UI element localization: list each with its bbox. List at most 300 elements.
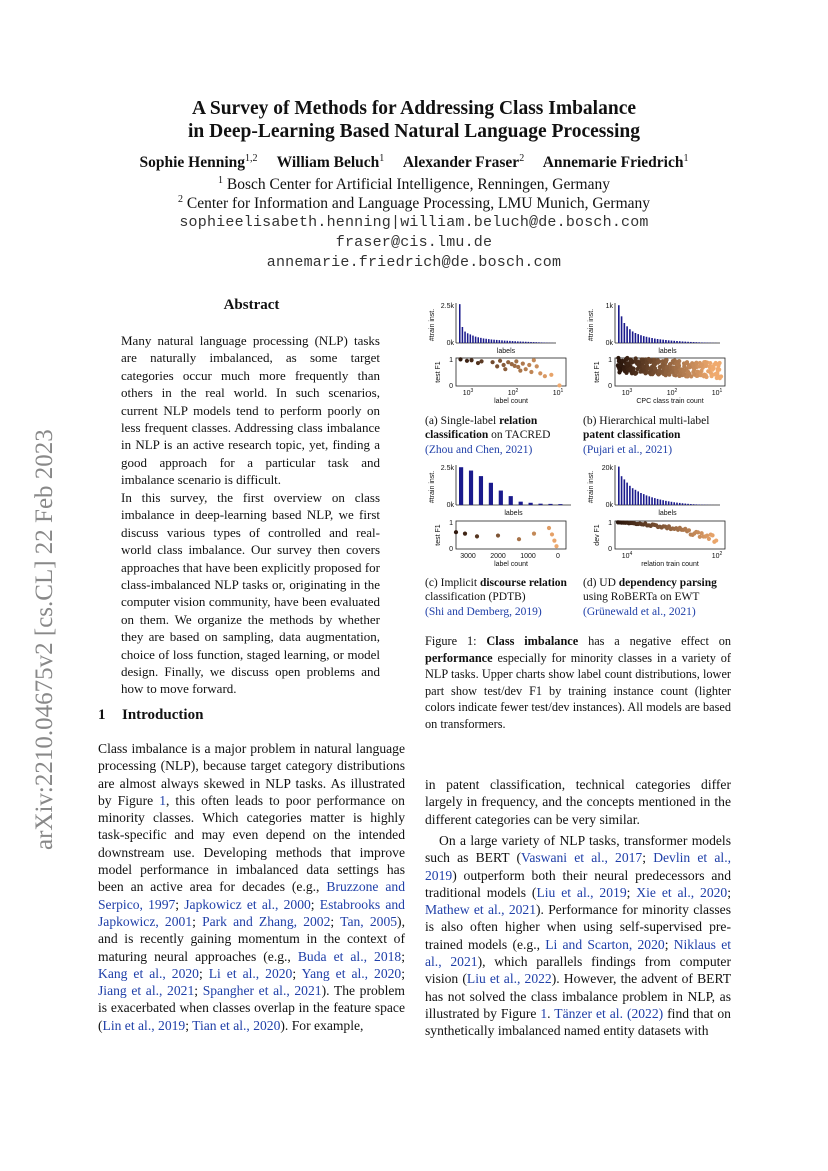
bar: [657, 339, 659, 343]
y-axis-label: #train inst.: [429, 308, 436, 342]
data-point: [490, 360, 494, 364]
data-point: [617, 370, 621, 374]
affiliation-2: $^2$ Center for Information and Language Processing, LMU Munich, Germany: [177, 194, 651, 213]
data-point: [532, 358, 536, 362]
data-point: [670, 370, 674, 374]
text-run: ;: [401, 948, 406, 964]
text-run: ;: [401, 965, 405, 981]
data-point: [718, 361, 722, 365]
bar: [459, 304, 461, 343]
data-point: [637, 362, 641, 366]
text-run: ;: [292, 965, 302, 981]
x-tick-label: $10^4$: [621, 551, 633, 560]
data-point: [535, 364, 539, 368]
bar: [654, 339, 656, 343]
bar: [657, 499, 659, 505]
bar: [687, 504, 689, 505]
bar: [643, 494, 645, 505]
bar: [660, 339, 662, 343]
bar: [662, 500, 664, 505]
text-run: ), which parallels findings from computer vision (: [425, 954, 731, 987]
citation-link[interactable]: Mathew et al., 2021: [425, 902, 537, 918]
bar: [701, 342, 703, 343]
text-run: ;: [626, 884, 637, 900]
text-run: ;: [330, 913, 341, 929]
text-run: ) outperform both their neural predecessors and traditional models (: [425, 867, 731, 900]
text-run: find that on synthetically imbalanced named entity datasets with: [425, 1005, 731, 1039]
y-axis-label: dev F1: [594, 524, 601, 546]
title-line-1: A Survey of Methods for Addressing Class Imbalance: [191, 98, 637, 119]
bar: [624, 323, 626, 343]
y-tick-label: 1: [608, 520, 612, 527]
bar: [493, 340, 495, 343]
x-tick-label: $10^1$: [552, 388, 564, 397]
bar: [632, 488, 634, 505]
data-point: [454, 530, 458, 534]
data-point: [707, 537, 711, 541]
text-run: ). However, the advent of BERT has not solved the class imbalance problem in NLP, as illustrated by Figure: [425, 971, 732, 1021]
bar: [470, 334, 472, 343]
data-point: [502, 363, 506, 367]
author-1: Sophie Henning$^{1,2}$: [139, 153, 258, 172]
data-point: [661, 359, 665, 363]
bar: [696, 504, 698, 505]
text-run: ;: [664, 936, 674, 952]
subcaption-c: (c) Implicit discourse relation classification (PDTB) (Shi and Demberg, 2019): [425, 577, 567, 618]
bar: [512, 341, 514, 343]
y-tick-label: 2.5k: [440, 303, 454, 310]
intro-paragraph-1: [98, 740, 405, 1034]
text-run: ). The problem is exacerbated when classes overlap in the feature space (: [98, 983, 405, 1033]
y-tick-label: 0: [449, 546, 453, 553]
bar: [643, 336, 645, 343]
citation-link[interactable]: 1: [159, 792, 166, 808]
data-point: [664, 373, 668, 377]
bar: [467, 333, 469, 343]
data-point: [717, 375, 721, 379]
citation-link[interactable]: Niklaus et al., 2021: [425, 936, 732, 970]
plot-frame: [456, 358, 566, 386]
data-point: [514, 359, 518, 363]
bar: [640, 335, 642, 343]
bar: [475, 337, 477, 343]
citation-link[interactable]: Bruzzone and Serpico, 1997: [98, 879, 405, 912]
bar: [528, 342, 530, 343]
bar: [648, 496, 650, 505]
bar: [509, 341, 511, 343]
y-tick-label: 0k: [446, 502, 454, 509]
bar: [646, 495, 648, 505]
text-run: ;: [194, 983, 203, 999]
y-axis-label: #train inst.: [588, 308, 595, 342]
y-axis-label: #train inst.: [429, 470, 436, 504]
text-run: ). Performance for minority classes is also often higher when using self-supervised pre-trained models (e.g.,: [425, 902, 731, 952]
bar: [651, 338, 653, 343]
data-point: [696, 530, 700, 534]
data-point: [550, 532, 554, 536]
text-run: ;: [198, 965, 209, 981]
data-point: [687, 365, 691, 369]
bar: [676, 341, 678, 343]
abstract-heading: Abstract: [223, 297, 280, 313]
citation-link[interactable]: Kang et al., 2020: [98, 965, 199, 981]
y-tick-label: 1: [608, 357, 612, 364]
bar: [632, 331, 634, 343]
y-axis-label: test F1: [435, 524, 442, 546]
data-point: [653, 366, 657, 370]
data-point: [517, 537, 521, 541]
data-point: [706, 369, 710, 373]
data-point: [628, 368, 632, 372]
bar: [698, 342, 700, 343]
y-axis-label: #train inst.: [588, 470, 595, 504]
data-point: [498, 359, 502, 363]
x-tick-label: 0: [556, 553, 560, 560]
citation-link[interactable]: Tan, 2005: [340, 913, 398, 929]
bar: [679, 341, 681, 343]
y-tick-label: 20k: [601, 465, 613, 472]
bar: [472, 336, 474, 343]
data-point: [676, 362, 680, 366]
data-point: [469, 358, 473, 362]
x-axis-label: labels: [504, 510, 523, 517]
x-tick-label: $10^1$: [711, 388, 723, 397]
data-point: [616, 356, 620, 360]
bar: [491, 339, 493, 343]
citation-link[interactable]: (Shi and Demberg, 2019): [425, 605, 542, 618]
bar: [509, 496, 513, 505]
text-run: ), and is recently gaining momentum in the context of maturing neural approaches (e.g.,: [98, 913, 405, 964]
x-axis-label: labels: [658, 348, 677, 355]
bar: [483, 338, 485, 343]
citation-link[interactable]: Yang et al., 2020: [301, 965, 402, 981]
y-tick-label: 0k: [446, 340, 454, 347]
bar: [654, 498, 656, 505]
citation-link[interactable]: Xie et al., 2020: [636, 884, 728, 900]
data-point: [516, 365, 520, 369]
bar: [690, 504, 692, 505]
bar: [682, 341, 684, 343]
text-run: ;: [642, 850, 654, 866]
data-point: [702, 374, 706, 378]
citation-link[interactable]: 1: [540, 1005, 548, 1021]
bar: [668, 501, 670, 505]
bar: [517, 341, 519, 343]
data-point: [646, 370, 650, 374]
x-axis-label: relation train count: [641, 561, 699, 568]
data-point: [506, 360, 510, 364]
citation-link[interactable]: Liu et al., 2022: [466, 971, 552, 987]
bar: [501, 340, 503, 343]
citation-link[interactable]: Jiang et al., 2021: [98, 983, 195, 999]
x-axis-label: labels: [496, 348, 516, 355]
bar: [673, 502, 675, 505]
intro-paragraph-right-1: in patent classification, technical categories differ largely in frequency, and the concepts mentioned in the different categories can be very similar.: [425, 777, 731, 827]
arxiv-stamp: [20, 370, 60, 870]
bar: [479, 476, 483, 505]
bar: [646, 337, 648, 343]
citation-link[interactable]: Buda et al., 2018: [297, 948, 402, 964]
x-tick-label: $10^2$: [666, 388, 678, 397]
data-point: [674, 366, 678, 370]
citation-link[interactable]: Devlin et al., 2019: [425, 850, 731, 883]
bar: [693, 342, 695, 343]
x-tick-label: 3000: [460, 553, 476, 560]
citation-link[interactable]: Lin et al., 2019: [102, 1017, 186, 1033]
data-point: [475, 534, 479, 538]
bar: [462, 327, 464, 343]
citation-link[interactable]: Park and Zhang, 2002: [202, 913, 331, 929]
bar: [538, 504, 542, 505]
data-point: [547, 526, 551, 530]
data-point: [640, 357, 644, 361]
data-point: [710, 365, 714, 369]
data-point: [458, 357, 462, 361]
y-tick-label: 0: [449, 383, 453, 390]
paper-title: [100, 97, 728, 143]
y-axis-label: test F1: [435, 361, 442, 383]
data-point: [710, 533, 714, 537]
subcaption-d: (d) UD dependency parsing using RoBERTa on EWT (Grünewald et al., 2021): [583, 577, 717, 618]
bar: [640, 493, 642, 505]
citation-link[interactable]: (Zhou and Chen, 2021): [425, 443, 533, 456]
data-point: [549, 373, 553, 377]
bar: [541, 342, 543, 343]
data-point: [657, 369, 661, 373]
bar: [673, 341, 675, 343]
data-point: [677, 374, 681, 378]
bar: [538, 342, 540, 343]
email-1[interactable]: sophieelisabeth.henning|william.beluch@de.bosch.com: [179, 214, 649, 231]
citation-link[interactable]: (Pujari et al., 2021): [583, 443, 673, 456]
data-point: [479, 359, 483, 363]
data-point: [653, 362, 657, 366]
intro-paragraph-right-2: [425, 832, 731, 1040]
data-point: [698, 535, 702, 539]
data-point: [714, 538, 718, 542]
author-list: [60, 153, 768, 172]
bar: [536, 342, 538, 343]
y-tick-label: 0: [608, 383, 612, 390]
x-axis-label: label count: [494, 561, 528, 568]
bar: [635, 333, 637, 343]
data-point: [463, 532, 467, 536]
bar: [499, 340, 501, 343]
bar: [621, 316, 623, 343]
bar: [618, 467, 620, 505]
data-point: [665, 365, 669, 369]
text-run: , this often leads to poor performance on minority classes. Which categories matter is highly task-specific and may even depend on the intended downstream use. Developing methods that improve model performance in imbalanced data settings has been an active area for decades (e.g.,: [98, 792, 405, 895]
bar: [522, 342, 524, 343]
bar: [660, 500, 662, 505]
bar: [687, 342, 689, 343]
data-point: [658, 365, 662, 369]
bar: [637, 334, 639, 343]
data-point: [687, 528, 691, 532]
bar: [671, 502, 673, 505]
citation-link[interactable]: Vaswani et al., 2017: [521, 850, 643, 866]
x-axis-label: labels: [658, 510, 677, 517]
bar: [504, 341, 506, 343]
x-tick-label: $10^2$: [711, 551, 723, 560]
bar: [690, 342, 692, 343]
arxiv-stamp-text: arXiv:2210.04675v2 [cs.CL] 22 Feb 2023: [31, 429, 58, 850]
citation-link[interactable]: (Grünewald et al., 2021): [583, 605, 696, 618]
citation-link[interactable]: Li and Scarton, 2020: [545, 936, 665, 952]
bar: [696, 342, 698, 343]
bar: [662, 340, 664, 343]
data-point: [554, 544, 558, 548]
author-3: Alexander Fraser$^2$: [402, 153, 525, 172]
email-2[interactable]: fraser@cis.lmu.de: [335, 234, 493, 251]
bar: [488, 339, 490, 343]
bar: [514, 341, 516, 343]
text-run: ;: [192, 913, 203, 929]
citation-link[interactable]: Li et al., 2020: [208, 965, 293, 981]
bar: [679, 503, 681, 505]
data-point: [700, 363, 704, 367]
bar: [459, 467, 463, 505]
bar: [648, 337, 650, 343]
data-point: [685, 374, 689, 378]
data-point: [527, 363, 531, 367]
bar: [626, 483, 628, 505]
data-point: [513, 364, 517, 368]
data-point: [691, 364, 695, 368]
bar: [621, 476, 623, 505]
data-point: [503, 367, 507, 371]
bar: [525, 342, 527, 343]
text-run: ;: [727, 884, 731, 900]
bar: [637, 491, 639, 505]
x-axis-label: label count: [494, 398, 528, 405]
y-tick-label: 1: [449, 520, 453, 527]
bar: [548, 504, 552, 505]
bar: [685, 342, 687, 343]
subcaption-b: (b) Hierarchical multi-label patent classification (Pujari et al., 2021): [583, 415, 710, 456]
subcaption-a: (a) Single-label relation classification on TACRED (Zhou and Chen, 2021): [425, 415, 551, 456]
bar: [489, 483, 493, 505]
plot-frame: [456, 521, 566, 549]
bar: [519, 502, 523, 505]
bar: [626, 326, 628, 343]
data-point: [651, 371, 655, 375]
data-point: [532, 532, 536, 536]
y-tick-label: 0k: [605, 340, 613, 347]
bar: [629, 329, 631, 343]
data-point: [496, 533, 500, 537]
data-point: [682, 372, 686, 376]
data-point: [695, 369, 699, 373]
citation-link[interactable]: Estabrooks and Japkowicz, 2001: [98, 896, 405, 929]
data-point: [682, 368, 686, 372]
bar: [685, 504, 687, 505]
data-point: [638, 370, 642, 374]
section-heading-introduction: 1 Introduction: [98, 707, 204, 723]
bar: [665, 340, 667, 343]
text-run: ;: [175, 896, 185, 912]
citation-link[interactable]: Japkowicz et al., 2000: [184, 896, 311, 912]
data-point: [620, 359, 624, 363]
bar: [629, 486, 631, 505]
affiliation-1: $^1$ Bosch Center for Artificial Intelligence, Renningen, Germany: [218, 175, 610, 194]
bar: [499, 491, 503, 505]
bar: [507, 341, 509, 343]
bar: [496, 340, 498, 343]
data-point: [668, 362, 672, 366]
text-run: .: [547, 1005, 555, 1021]
citation-link[interactable]: Spangher et al., 2021: [202, 983, 322, 999]
x-tick-label: 2000: [490, 553, 506, 560]
bar: [533, 342, 535, 343]
bar: [668, 340, 670, 343]
abstract-paragraph-1: Many natural language processing (NLP) tasks are naturally imbalanced, as some target categories occur much more frequently than others in the real world. In such scenarios, current NLP models tend to perform poorly on less frequent classes. Addressing class imbalance in NLP is an active research topic, yet, finding a good approach for a particular task and imbalance scenario is difficult.: [121, 333, 380, 488]
bar: [485, 339, 487, 343]
data-point: [524, 367, 528, 371]
text-run: ;: [185, 1017, 193, 1033]
y-tick-label: 0k: [605, 502, 613, 509]
data-point: [652, 357, 656, 361]
data-point: [538, 371, 542, 375]
data-point: [684, 361, 688, 365]
bar: [530, 342, 532, 343]
citation-link[interactable]: Tian et al., 2020: [192, 1017, 281, 1033]
citation-link[interactable]: Liu et al., 2019: [536, 884, 627, 900]
abstract-paragraph-2: In this survey, the first overview on class imbalance in deep-learning based NLP, we first discuss various types of controlled and real-world class imbalance. Our survey then covers approaches that have been explicitly proposed for class-imbalanced NLP tasks or, originating in the computer vision community, have been evaluated on them. We organize the methods by whether they are based on sampling, data augmentation, choice of loss function, staged learning, or model design. Finally, we discuss open problems and how to move forward.: [121, 490, 380, 697]
bar: [665, 501, 667, 505]
text-run: Class imbalance is a major problem in natural language processing (NLP), because target category distributions are almost always skewed in NLP tasks. As illustrated by Figure: [98, 741, 405, 808]
x-tick-label: 1000: [520, 553, 536, 560]
citation-link[interactable]: Tänzer et al. (2022): [554, 1005, 664, 1021]
bar: [558, 504, 562, 505]
bar: [693, 504, 695, 505]
text-run: ). For example,: [280, 1017, 364, 1033]
data-point: [465, 359, 469, 363]
author-2: William Beluch$^1$: [276, 153, 385, 172]
bar: [477, 337, 479, 343]
y-tick-label: 0: [608, 546, 612, 553]
title-line-2: in Deep-Learning Based Natural Language Processing: [188, 121, 640, 142]
bar: [624, 479, 626, 505]
y-tick-label: 1k: [605, 303, 613, 310]
email-3[interactable]: annemarie.friedrich@de.bosch.com: [266, 254, 562, 271]
text-run: ;: [310, 896, 320, 912]
data-point: [648, 358, 652, 362]
data-point: [715, 371, 719, 375]
y-axis-label: test F1: [594, 361, 601, 383]
bar: [618, 305, 620, 343]
bar: [671, 341, 673, 343]
bar: [480, 338, 482, 343]
bar: [529, 503, 533, 505]
data-point: [557, 383, 561, 387]
data-point: [642, 365, 646, 369]
x-axis-label: CPC class train count: [636, 398, 704, 405]
data-point: [708, 361, 712, 365]
data-point: [518, 369, 522, 373]
bar: [682, 503, 684, 505]
data-point: [630, 359, 634, 363]
x-tick-label: $10^3$: [621, 388, 633, 397]
data-point: [495, 364, 499, 368]
text-run: On a large variety of NLP tasks, transformer models such as BERT (: [425, 833, 731, 866]
data-point: [543, 374, 547, 378]
data-point: [692, 372, 696, 376]
x-tick-label: $10^2$: [507, 388, 519, 397]
y-tick-label: 1: [449, 357, 453, 364]
data-point: [529, 370, 533, 374]
y-tick-label: 2.5k: [440, 465, 454, 472]
